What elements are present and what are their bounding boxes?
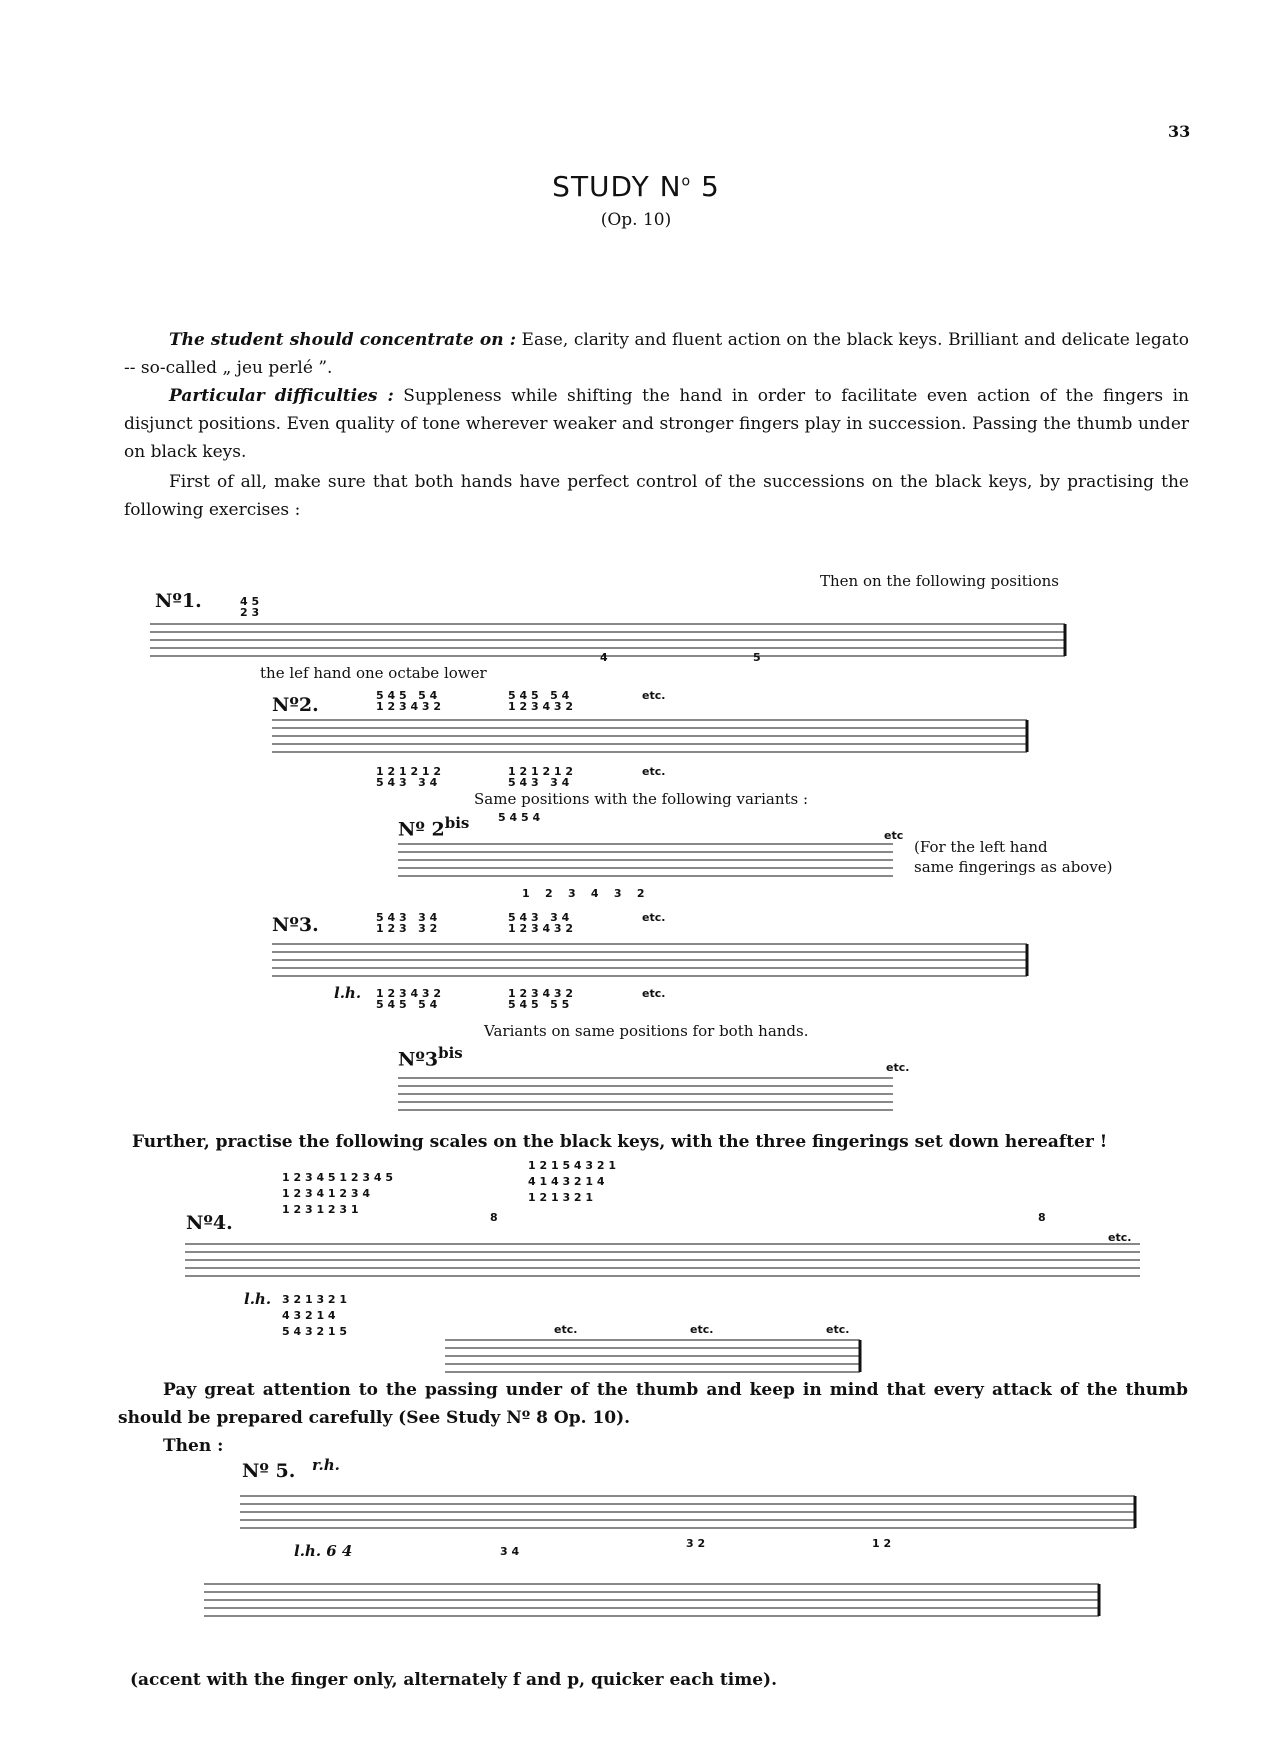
- ex2bis-label-sup: bis: [444, 814, 470, 832]
- ex2-fingering-top: 5 4 5 5 4 1 2 3 4 3 2: [376, 689, 442, 713]
- ex3bis-label: [398, 1044, 463, 1070]
- ex1-fingering-top: 4 5 2 3: [240, 595, 260, 619]
- ex2bis-note-1: (For the left hand: [914, 838, 1048, 856]
- intro-text-1: Ease, clarity and fluent action on the black keys. Brilliant and delicate legato -- so-called „ jeu perlé ”.: [124, 330, 1189, 378]
- staff-ex2bis: [398, 834, 898, 894]
- scales-paragraph: Further, practise the following scales on the black keys, with the three fingerings set down hereafter !: [132, 1132, 1108, 1152]
- ex3bis-label-sup: bis: [438, 1044, 463, 1062]
- intro-paragraph-1: [124, 326, 1189, 382]
- intro-paragraph-3: [124, 468, 1189, 524]
- ex2-etc-top: etc.: [642, 689, 666, 702]
- ex3-fingering-top: 5 4 3 3 4 1 2 3 3 2: [376, 911, 438, 935]
- ex3-fingering-bottom: 1 2 3 4 3 2 5 4 5 5 4: [376, 987, 442, 1011]
- ex1-label: Nº1.: [155, 590, 202, 612]
- ex2bis-note-2: same fingerings as above): [914, 858, 1113, 876]
- ex1-top-note: Then on the following positions: [820, 572, 1059, 590]
- ex4-down-fingering-2: 4 1 4 3 2 1 4: [528, 1175, 605, 1188]
- ex1-fingering-5: 5: [753, 651, 761, 664]
- ex4-etc-c: etc.: [826, 1323, 850, 1336]
- ex4-ottava-1: 8: [490, 1211, 498, 1224]
- ex5-label: Nº 5.: [242, 1460, 296, 1482]
- ex2-etc-bottom: etc.: [642, 765, 666, 778]
- ex2-fingering-bottom: 1 2 1 2 1 2 5 4 3 3 4: [376, 765, 442, 789]
- ex3bis-label-text: Nº3: [398, 1048, 439, 1071]
- staff-ex2: [272, 710, 1032, 770]
- ex4-rh-fingering-3: 1 2 3 1 2 3 1: [282, 1203, 359, 1216]
- title-num: 5: [691, 170, 720, 203]
- ex4-label: Nº4.: [186, 1212, 233, 1234]
- title-sup: o: [681, 173, 692, 190]
- ex5-fingering-34: 3 4: [500, 1545, 520, 1558]
- ex2-caption: Same positions with the following variants :: [474, 790, 809, 808]
- then-label: Then :: [163, 1436, 224, 1456]
- ex4-etc-a: etc.: [554, 1323, 578, 1336]
- ex5-fingering-32: 3 2: [686, 1537, 706, 1550]
- ex4-etc: etc.: [1108, 1231, 1132, 1244]
- ex3-etc-bottom: etc.: [642, 987, 666, 1000]
- page-number: 33: [1168, 122, 1191, 141]
- intro-text-3: First of all, make sure that both hands have perfect control of the successions on the black keys, by practising the following exercises :: [124, 472, 1189, 520]
- ex4-lh-fingering-3: 5 4 3 2 1 5: [282, 1325, 348, 1338]
- intro-text-2: Suppleness while shifting the hand in order to facilitate even action of the fingers in disjunct positions. Even quality of tone wherever weaker and stronger fingers play in succession. Passing the thumb under on black keys.: [124, 386, 1189, 462]
- page-title: [0, 170, 1272, 203]
- ex4-rh-fingering-2: 1 2 3 4 1 2 3 4: [282, 1187, 371, 1200]
- ex4-ottava-2: 8: [1038, 1211, 1046, 1224]
- ex4-lh-fingering-2: 4 3 2 1 4: [282, 1309, 336, 1322]
- ex4-down-fingering-1: 1 2 1 5 4 3 2 1: [528, 1159, 617, 1172]
- ex2-fingering-bottom-2: 1 2 1 2 1 2 5 4 3 3 4: [508, 765, 574, 789]
- ex5-lh-label: l.h. 6 4: [294, 1542, 353, 1560]
- ex2-fingering-top-2: 5 4 5 5 4 1 2 3 4 3 2: [508, 689, 574, 713]
- intro-label-2: Particular difficulties :: [169, 386, 394, 406]
- ex3-fingering-bottom-2: 1 2 3 4 3 2 5 4 5 5 5: [508, 987, 574, 1011]
- ex4-lh-fingering-1: 3 2 1 3 2 1: [282, 1293, 348, 1306]
- staff-ex5-b: [204, 1574, 1104, 1634]
- ex3-fingering-top-2: 5 4 3 3 4 1 2 3 4 3 2: [508, 911, 574, 935]
- ex1-bottom-note: the lef hand one octabe lower: [260, 664, 487, 682]
- ex3-lh-label: l.h.: [334, 984, 362, 1002]
- ex3-etc-top: etc.: [642, 911, 666, 924]
- ex4-rh-fingering-1: 1 2 3 4 5 1 2 3 4 5: [282, 1171, 394, 1184]
- ex2bis-fingering-bottom: 1 2 3 4 3 2: [522, 887, 645, 900]
- ex5-rh-label: r.h.: [312, 1456, 340, 1474]
- ex2bis-etc: etc: [884, 829, 904, 842]
- ex2bis-fingering-top: 5 4 5 4: [498, 811, 541, 824]
- staff-ex4: [185, 1231, 1145, 1294]
- title-main: STUDY N: [552, 170, 682, 203]
- opus-label: (Op. 10): [600, 210, 672, 230]
- ex1-fingering-4: 4: [600, 651, 608, 664]
- ex3bis-etc: etc.: [886, 1061, 910, 1074]
- intro-label-1: The student should concentrate on :: [169, 330, 516, 350]
- ex3-label: Nº3.: [272, 914, 319, 936]
- ex4-lh-label: l.h.: [244, 1290, 272, 1308]
- ex2-label: Nº2.: [272, 694, 319, 716]
- intro-paragraph-2: [124, 382, 1189, 466]
- ex5-fingering-12: 1 2: [872, 1537, 892, 1550]
- ex3-caption: Variants on same positions for both hands.: [484, 1022, 809, 1040]
- ex4-etc-b: etc.: [690, 1323, 714, 1336]
- thumb-paragraph: Pay great attention to the passing under of the thumb and keep in mind that every attack of the thumb should be prepared carefully (See Study Nº 8 Op. 10).: [118, 1380, 1188, 1428]
- ex2bis-label-text: Nº 2: [398, 818, 445, 841]
- final-note: (accent with the finger only, alternately f and p, quicker each time).: [130, 1670, 778, 1690]
- ex4-down-fingering-3: 1 2 1 3 2 1: [528, 1191, 594, 1204]
- staff-ex3: [272, 934, 1032, 994]
- staff-ex3bis: [398, 1068, 898, 1128]
